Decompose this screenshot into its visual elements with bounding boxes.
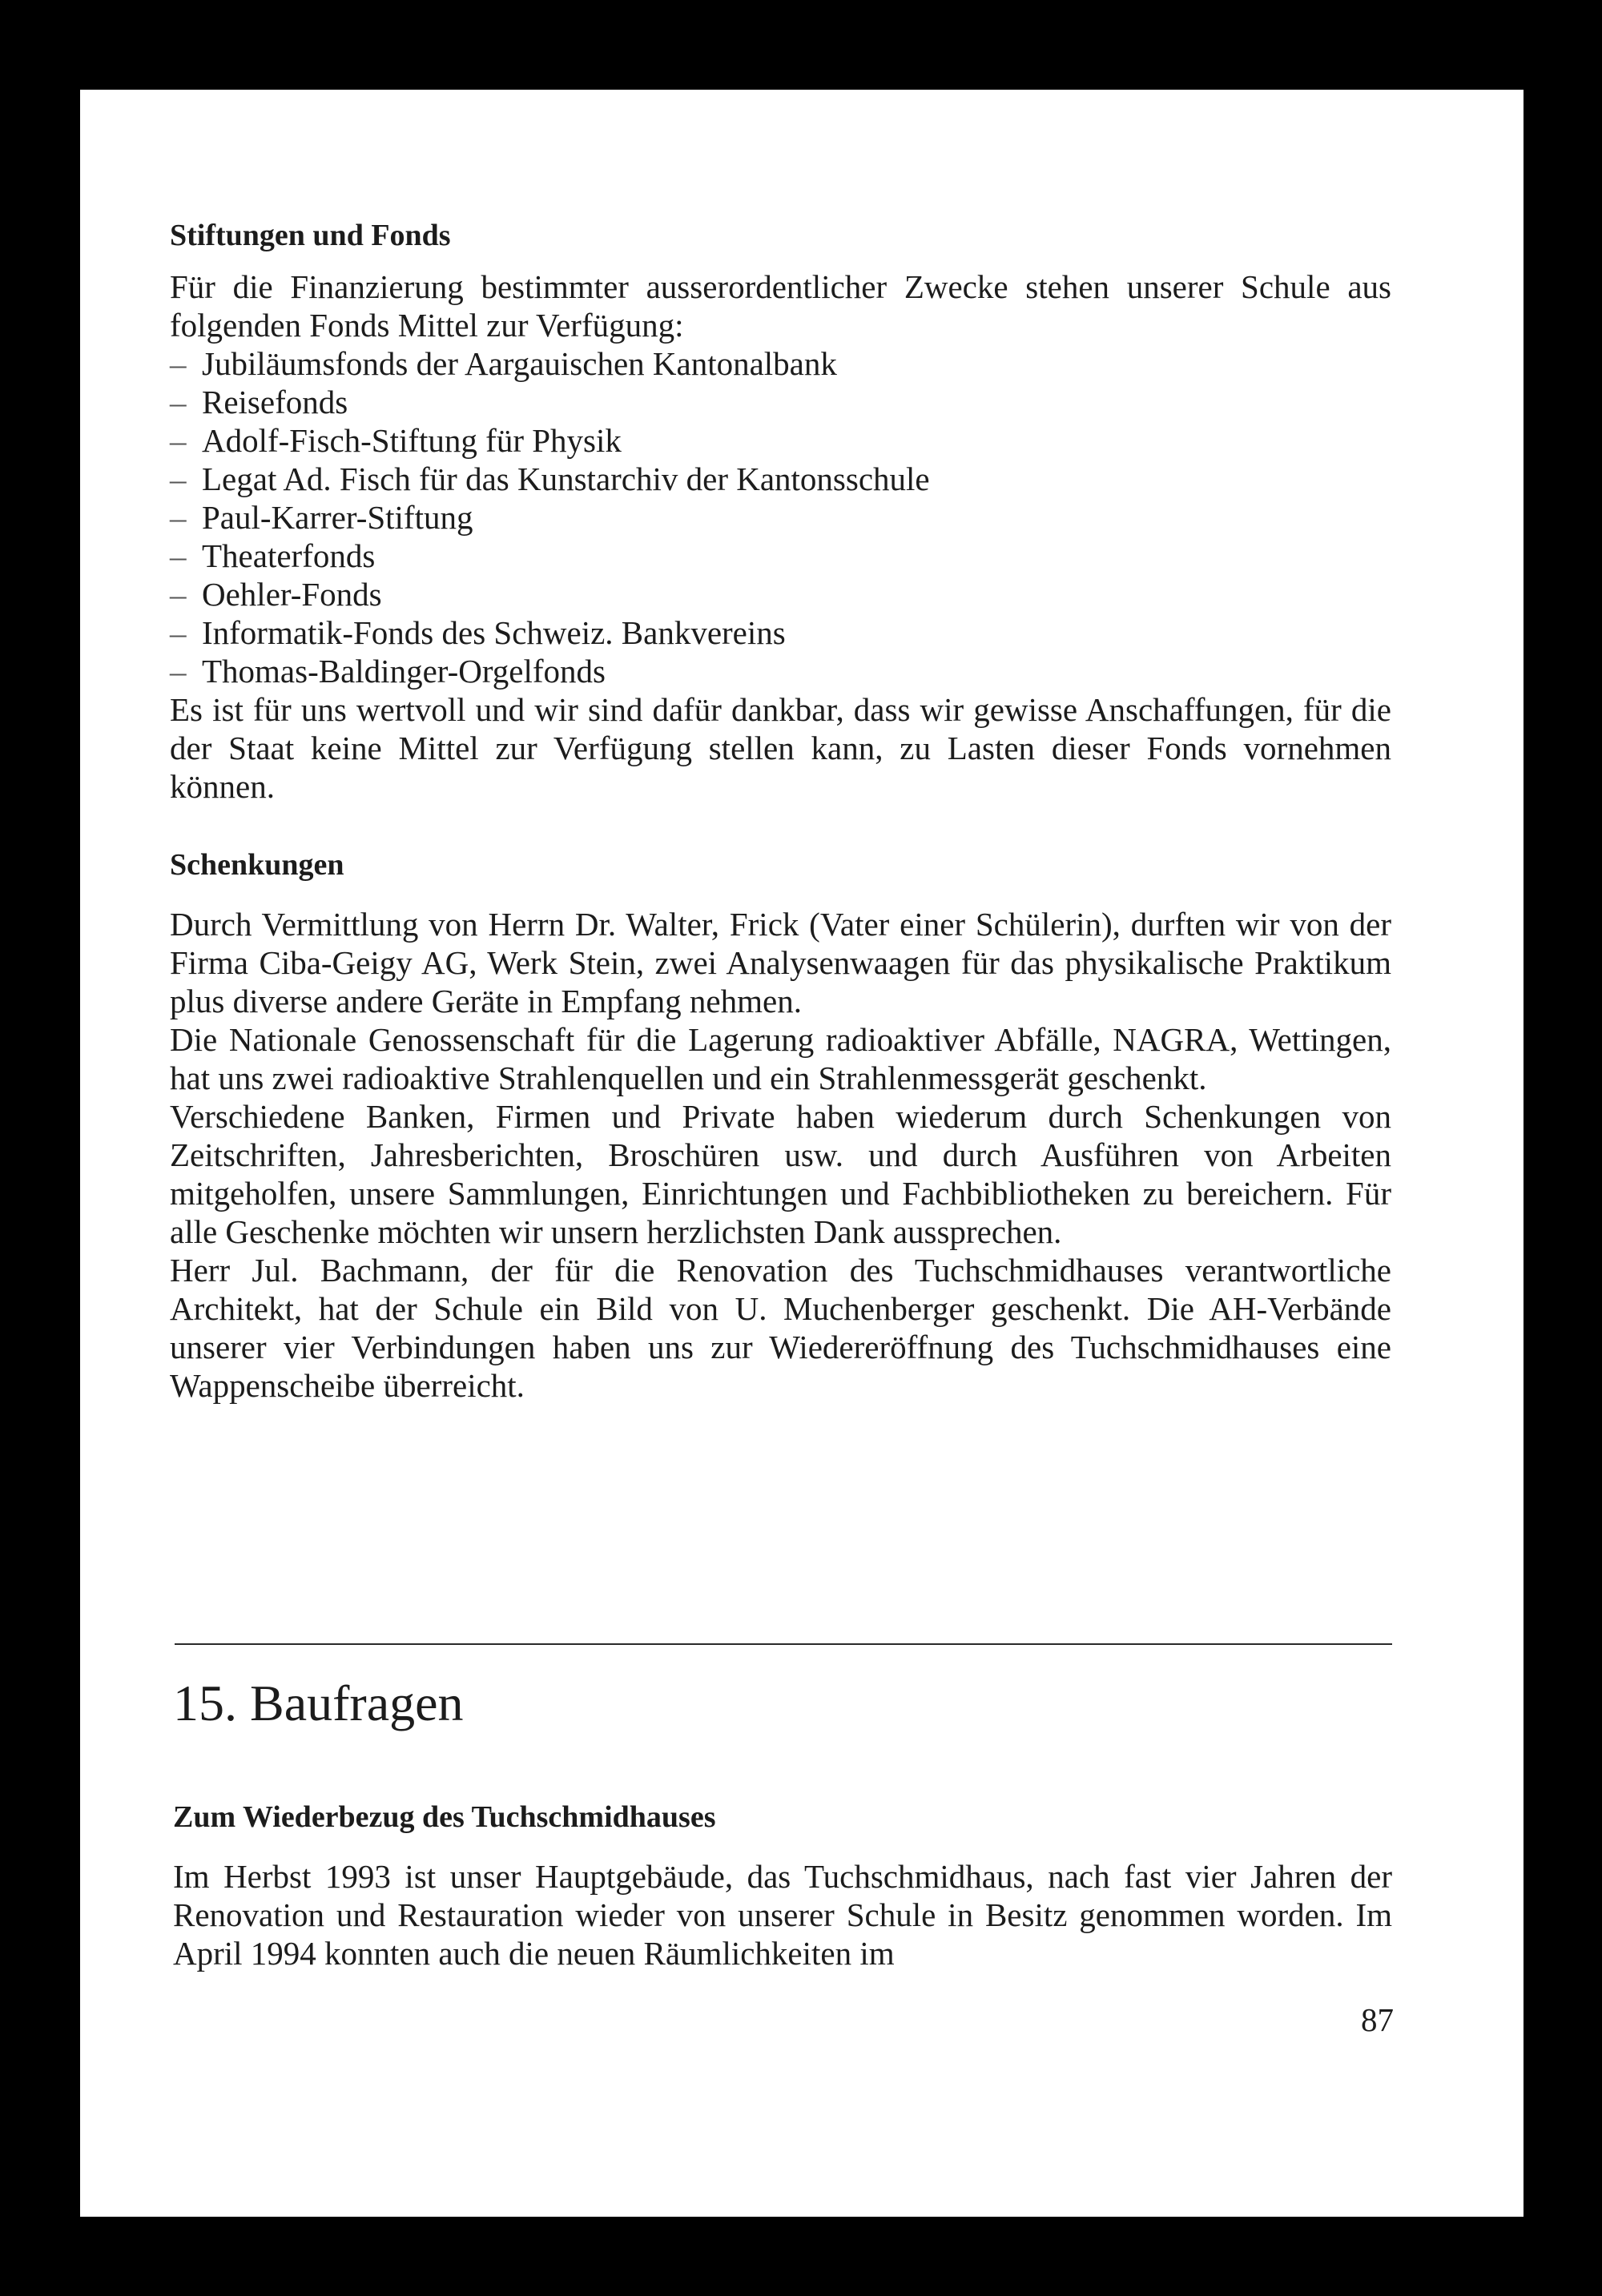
list-item-text: Jubiläumsfonds der Aargauischen Kantonalbank [202,345,837,382]
dash-marker: – [170,384,187,420]
dash-marker: – [170,653,187,690]
dash-marker: – [170,422,187,459]
list-item-text: Paul-Karrer-Stiftung [202,499,473,536]
chapter-title: 15. Baufragen [173,1675,464,1731]
schenkungen-paragraph: Die Nationale Genossenschaft für die Lagerung radioaktiver Abfälle, NAGRA, Wettingen, hat uns zwei radioaktive Strahlenquellen und ein Strahlenmessgerät geschenkt. [170,1021,1391,1096]
list-item-text: Legat Ad. Fisch für das Kunstarchiv der Kantonsschule [202,460,930,497]
dash-marker: – [170,499,187,536]
lower-content [173,1798,1392,1972]
list-item [170,652,1391,690]
heading-wiederbezug: Zum Wiederbezug des Tuchschmidhauses [173,1800,716,1834]
list-item-text: Informatik-Fonds des Schweiz. Bankvereins [202,614,786,651]
list-item-text: Oehler-Fonds [202,576,382,613]
stiftungen-closing: Es ist für uns wertvoll und wir sind dafür dankbar, dass wir gewisse Anschaffungen, für die der Staat keine Mittel zur Verfügung stellen kann, zu Lasten dieser Fonds vornehmen können. [170,691,1391,805]
list-item [170,460,1391,498]
list-item [170,421,1391,460]
list-item [170,344,1391,383]
dash-marker: – [170,614,187,651]
list-item [170,575,1391,613]
heading-stiftungen: Stiftungen und Fonds [170,219,451,252]
heading-schenkungen: Schenkungen [170,848,344,882]
list-item-text: Reisefonds [202,384,348,420]
list-item [170,613,1391,652]
dash-marker: – [170,537,187,574]
document-page [80,90,1524,2217]
schenkungen-paragraph: Verschiedene Banken, Firmen und Private haben wiederum durch Schenkungen von Zeitschriften, Jahresberichten, Broschüren usw. und durch Ausführen von Arbeiten mitgeholfen, unsere Sammlungen, Einrichtungen und Fachbibliotheken zu bereichern. Für alle Geschenke möchten wir unsern herzlichsten Dank aussprechen. [170,1098,1391,1250]
list-item [170,537,1391,575]
list-item [170,383,1391,421]
schenkungen-paragraph: Durch Vermittlung von Herrn Dr. Walter, Frick (Vater einer Schülerin), durften wir von der Firma Ciba-Geigy AG, Werk Stein, zwei Analysenwaagen für das physikalische Praktikum plus diverse andere Geräte in Empfang nehmen. [170,906,1391,1019]
list-item-text: Theaterfonds [202,537,376,574]
schenkungen-paragraph: Herr Jul. Bachmann, der für die Renovation des Tuchschmidhauses verantwortliche Architekt, hat der Schule ein Bild von U. Muchenberger geschenkt. Die AH-Verbände unserer vier Verbindungen haben uns zur Wiedereröffnung des Tuchschmidhauses eine Wappenscheibe überreicht. [170,1252,1391,1404]
list-item-text: Adolf-Fisch-Stiftung für Physik [202,422,622,459]
dash-marker: – [170,460,187,497]
fonds-list [170,344,1391,690]
list-item-text: Thomas-Baldinger-Orgelfonds [202,653,606,690]
chapter-divider [175,1643,1392,1645]
dash-marker: – [170,576,187,613]
upper-content [170,216,1391,1405]
dash-marker: – [170,345,187,382]
stiftungen-intro: Für die Finanzierung bestimmter ausserordentlicher Zwecke stehen unserer Schule aus folgenden Fonds Mittel zur Verfügung: [170,268,1391,344]
wiederbezug-paragraph: Im Herbst 1993 ist unser Hauptgebäude, das Tuchschmidhaus, nach fast vier Jahren der Renovation und Restauration wieder von unserer Schule in Besitz genommen worden. Im April 1994 konnten auch die neuen Räumlichkeiten im [173,1858,1392,1972]
page-number: 87 [1361,2001,1394,2038]
list-item [170,498,1391,537]
